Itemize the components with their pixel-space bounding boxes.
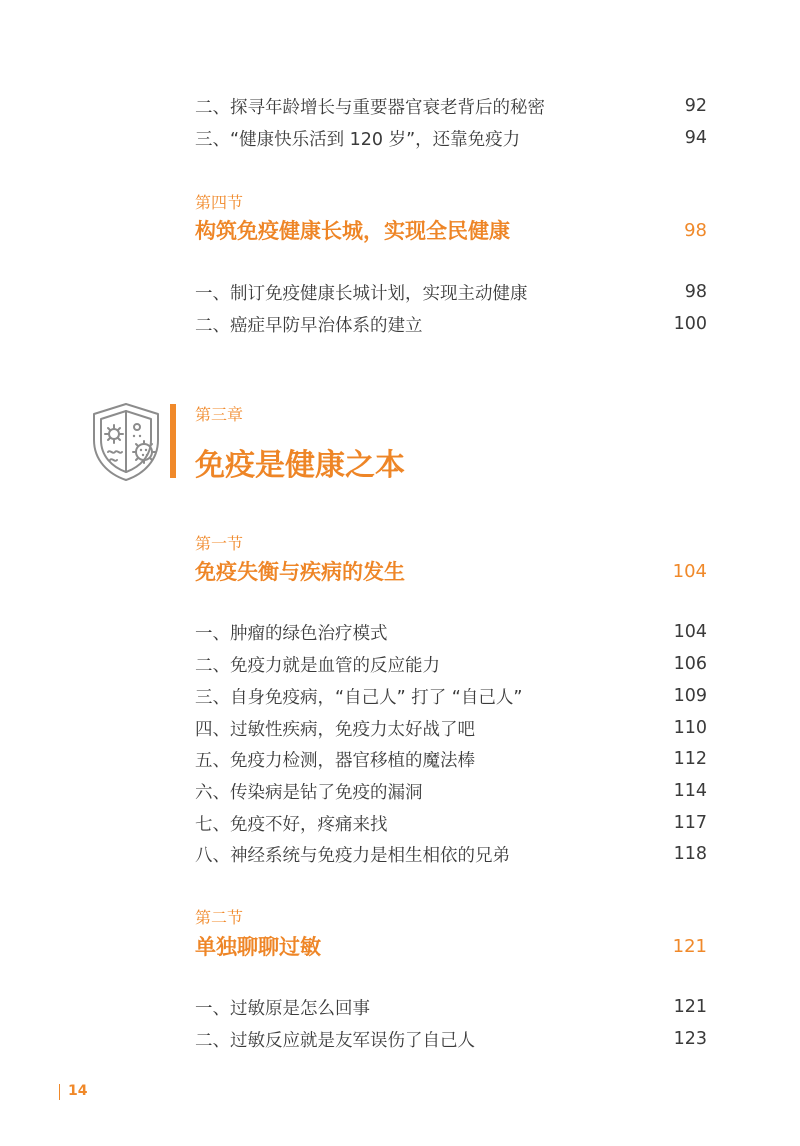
chapter-label: 第三章 (195, 405, 244, 424)
toc-entry-title: 二、免疫力就是血管的反应能力 (195, 655, 440, 676)
section-heading[interactable] (195, 214, 707, 246)
section-heading[interactable] (195, 555, 707, 587)
footer-divider (59, 1084, 60, 1100)
toc-entry[interactable] (195, 650, 707, 678)
toc-entry-page: 94 (684, 128, 707, 148)
toc-entry-page: 100 (673, 314, 707, 334)
toc-entry-page: 109 (673, 686, 707, 706)
chapter-accent-bar (170, 404, 176, 478)
toc-entry-page: 98 (684, 282, 707, 302)
toc-entry-page: 117 (673, 813, 707, 833)
immune-shield-icon (88, 400, 164, 484)
toc-entry-title: 二、过敏反应就是友军误伤了自己人 (195, 1030, 475, 1051)
toc-entry-title: 二、癌症早防早治体系的建立 (195, 315, 423, 336)
toc-entry-page: 92 (684, 96, 707, 116)
toc-entry[interactable] (195, 714, 707, 742)
toc-entry-page: 123 (673, 1029, 707, 1049)
toc-entry[interactable] (195, 92, 707, 120)
toc-entry-title: 七、免疫不好，疼痛来找 (195, 814, 388, 835)
section-page: 121 (672, 935, 707, 957)
toc-entry-title: 一、过敏原是怎么回事 (195, 998, 370, 1019)
toc-entry-page: 104 (673, 622, 707, 642)
toc-entry-title: 四、过敏性疾病，免疫力太好战了吧 (195, 719, 475, 740)
toc-entry-page: 112 (673, 749, 707, 769)
toc-entry-title: 一、肿瘤的绿色治疗模式 (195, 623, 388, 644)
section-label: 第二节 (195, 908, 244, 927)
section-heading[interactable] (195, 930, 707, 962)
toc-entry-title: 三、自身免疫病，“自己人” 打了 “自己人” (195, 687, 523, 708)
section-title: 免疫失衡与疾病的发生 (195, 560, 405, 584)
toc-entry-title: 二、探寻年龄增长与重要器官衰老背后的秘密 (195, 97, 545, 118)
toc-entry[interactable] (195, 809, 707, 837)
toc-entry[interactable] (195, 124, 707, 152)
toc-entry[interactable] (195, 777, 707, 805)
section-label: 第一节 (195, 534, 244, 553)
section-label: 第四节 (195, 193, 244, 212)
toc-entry[interactable] (195, 840, 707, 868)
toc-entry[interactable] (195, 993, 707, 1021)
toc-entry[interactable] (195, 682, 707, 710)
section-page: 104 (672, 560, 707, 582)
toc-entry-page: 110 (673, 718, 707, 738)
toc-entry-page: 106 (673, 654, 707, 674)
toc-entry-title: 八、神经系统与免疫力是相生相依的兄弟 (195, 845, 510, 866)
toc-entry[interactable] (195, 618, 707, 646)
toc-entry-title: 五、免疫力检测，器官移植的魔法棒 (195, 750, 475, 771)
section-page: 98 (684, 219, 707, 241)
toc-entry[interactable] (195, 1025, 707, 1053)
page-number: 14 (68, 1083, 88, 1099)
chapter-title: 免疫是健康之本 (195, 448, 405, 483)
toc-entry-page: 118 (673, 844, 707, 864)
toc-entry-page: 121 (673, 997, 707, 1017)
toc-entry-title: 一、制订免疫健康长城计划，实现主动健康 (195, 283, 528, 304)
toc-entry[interactable] (195, 310, 707, 338)
toc-entry-title: 三、“健康快乐活到 120 岁”，还靠免疫力 (195, 129, 521, 150)
toc-entry-title: 六、传染病是钻了免疫的漏洞 (195, 782, 423, 803)
section-title: 单独聊聊过敏 (195, 935, 321, 959)
section-title: 构筑免疫健康长城，实现全民健康 (195, 219, 510, 243)
toc-entry[interactable] (195, 278, 707, 306)
toc-entry-page: 114 (673, 781, 707, 801)
toc-entry[interactable] (195, 745, 707, 773)
